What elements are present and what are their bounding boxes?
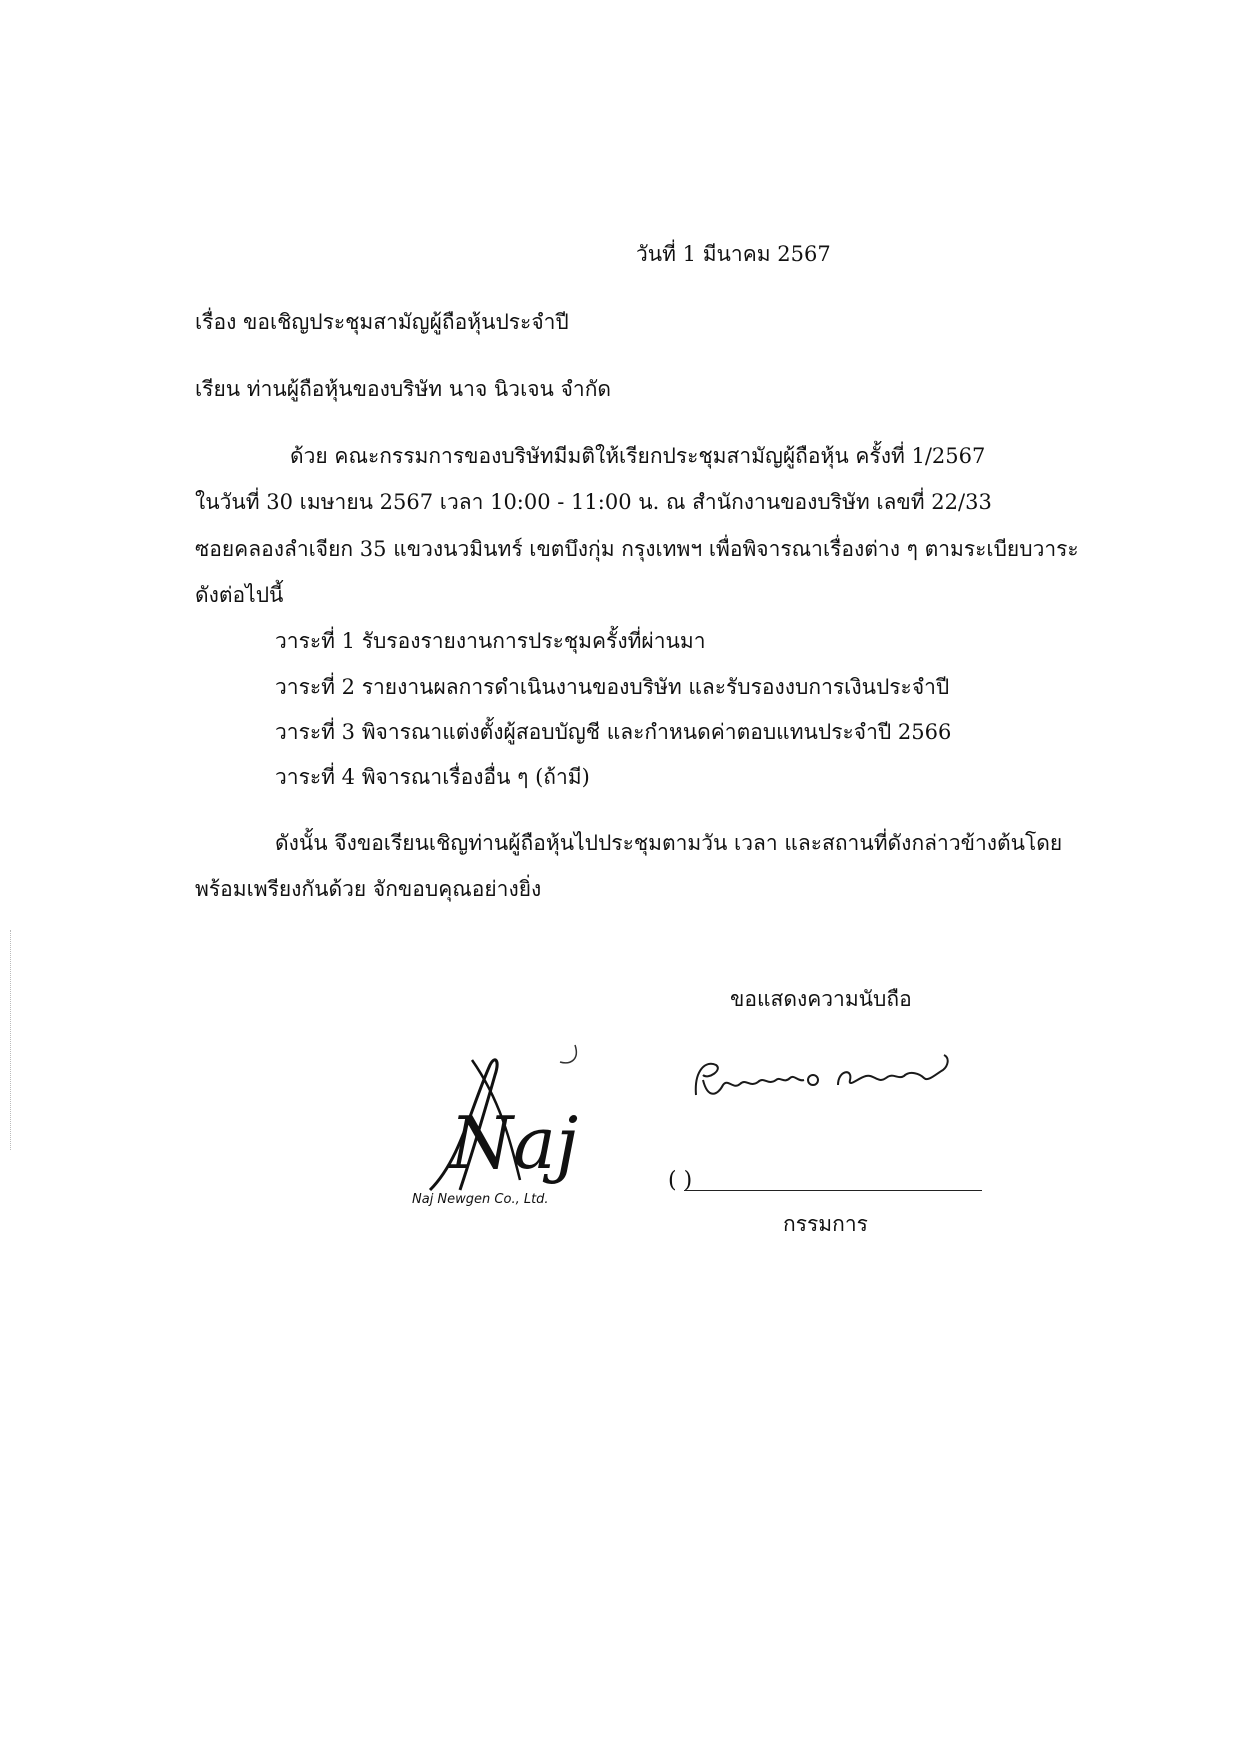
agenda-item-4: วาระที่ 4 พิจารณาเรื่องอื่น ๆ (ถ้ามี) xyxy=(275,765,590,789)
closing-line: พร้อมเพรียงกันด้วย จักขอบคุณอย่างยิ่ง xyxy=(195,877,542,901)
letter-salutation: เรียน ท่านผู้ถือหุ้นของบริษัท นาจ นิวเจน จำกัด xyxy=(195,377,612,401)
handwritten-signature xyxy=(688,1040,960,1120)
signature-parentheses: ( ) xyxy=(668,1168,693,1193)
signatory-role: กรรมการ xyxy=(783,1212,868,1236)
scan-artifact xyxy=(10,930,13,1150)
letter-subject: เรื่อง ขอเชิญประชุมสามัญผู้ถือหุ้นประจำปี xyxy=(195,310,569,334)
signature-line xyxy=(684,1190,982,1191)
seal-logo-text: Naj xyxy=(450,1101,579,1185)
body-line: ดังต่อไปนี้ xyxy=(195,583,284,607)
body-line: ด้วย คณะกรรมการของบริษัทมีมติให้เรียกประชุมสามัญผู้ถือหุ้น ครั้งที่ 1/2567 xyxy=(290,444,986,468)
company-seal-logo xyxy=(400,1040,590,1215)
body-line: ในวันที่ 30 เมษายน 2567 เวลา 10:00 - 11:00 น. ณ สำนักงานของบริษัท เลขที่ 22/33 xyxy=(195,490,992,514)
letter-date: วันที่ 1 มีนาคม 2567 xyxy=(636,242,831,266)
closing-line: ดังนั้น จึงขอเรียนเชิญท่านผู้ถือหุ้นไปประชุมตามวัน เวลา และสถานที่ดังกล่าวข้างต้นโดย xyxy=(275,831,1063,855)
agenda-item-1: วาระที่ 1 รับรองรายงานการประชุมครั้งที่ผ่านมา xyxy=(275,629,706,653)
agenda-item-3: วาระที่ 3 พิจารณาแต่งตั้งผู้สอบบัญชี และกำหนดค่าตอบแทนประจำปี 2566 xyxy=(275,720,952,744)
body-line: ซอยคลองลำเจียก 35 แขวงนวมินทร์ เขตบึงกุ่ม กรุงเทพฯ เพื่อพิจารณาเรื่องต่าง ๆ ตามระเบียบวาระ xyxy=(195,537,1079,561)
agenda-item-2: วาระที่ 2 รายงานผลการดำเนินงานของบริษัท และรับรองงบการเงินประจำปี xyxy=(275,675,950,699)
seal-company-text: Naj Newgen Co., Ltd. xyxy=(412,1192,549,1207)
regards-text: ขอแสดงความนับถือ xyxy=(730,987,912,1011)
